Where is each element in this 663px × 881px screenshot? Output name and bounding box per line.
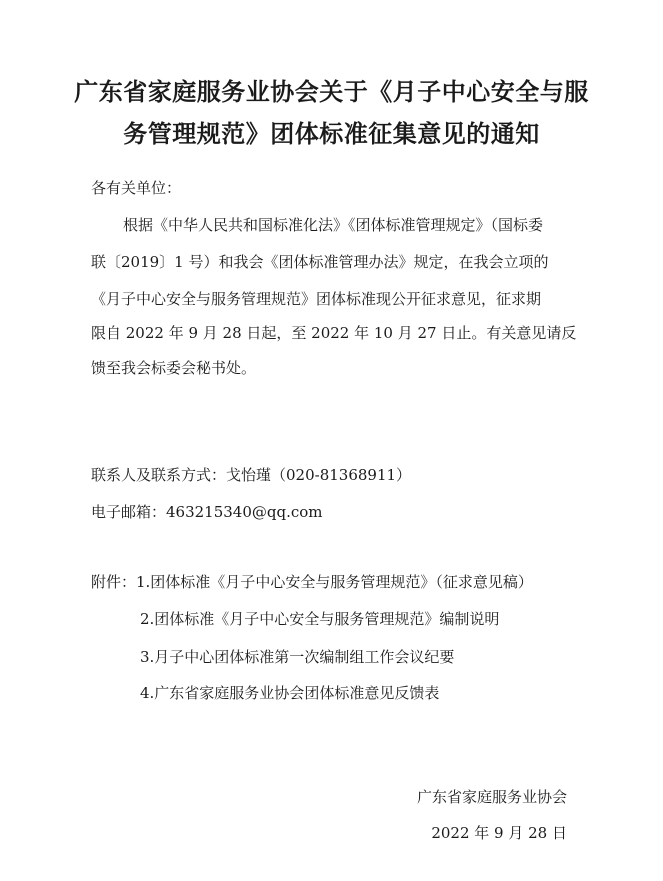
body-line-2: 联〔2019〕1 号）和我会《团体标准管理办法》规定，在我会立项的 <box>91 253 549 271</box>
body-line-1: 根据《中华人民共和国标准化法》《团体标准管理规定》（国标委 <box>123 216 544 234</box>
document-title-line-2: 务管理规范》团体标准征集意见的通知 <box>123 120 540 148</box>
body-line-5: 馈至我会标委会秘书处。 <box>91 359 257 377</box>
body-line-4: 限自 2022 年 9 月 28 日起，至 2022 年 10 月 27 日止。有关意见请反 <box>91 324 577 342</box>
signature-date: 2022 年 9 月 28 日 <box>431 824 567 842</box>
signature-org: 广东省家庭服务业协会 <box>416 788 567 806</box>
attachment-3: 3.月子中心团体标准第一次编制组工作会议纪要 <box>140 648 455 666</box>
attachment-2: 2.团体标准《月子中心安全与服务管理规范》编制说明 <box>140 610 500 628</box>
contact-person: 联系人及联系方式：戈怡瑾（020-81368911） <box>91 466 412 484</box>
body-line-3: 《月子中心安全与服务管理规范》团体标准现公开征求意见，征求期 <box>91 290 542 308</box>
document-title-line-1: 广东省家庭服务业协会关于《月子中心安全与服 <box>74 78 589 106</box>
salutation: 各有关单位： <box>91 179 182 197</box>
contact-email: 电子邮箱：463215340@qq.com <box>91 503 323 521</box>
attachment-1: 附件：1.团体标准《月子中心安全与服务管理规范》（征求意见稿） <box>91 573 533 591</box>
attachment-4: 4.广东省家庭服务业协会团体标准意见反馈表 <box>140 684 440 702</box>
